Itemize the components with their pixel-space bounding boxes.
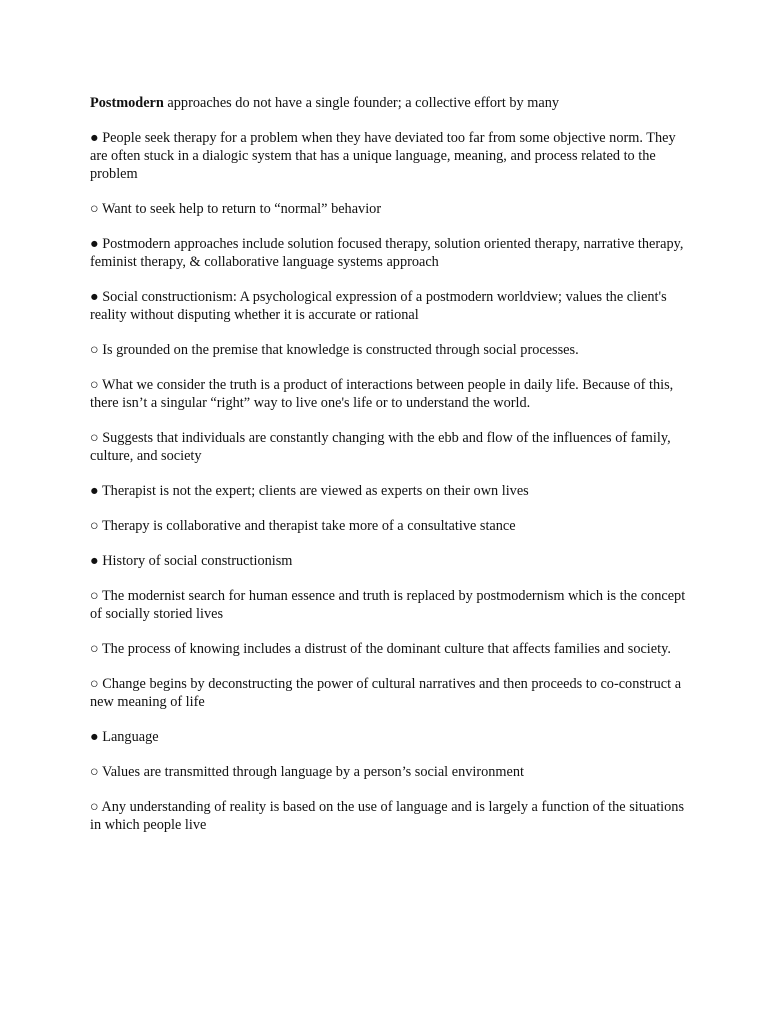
sub-bullet-paragraph: ○ Therapy is collaborative and therapist take more of a consultative stance [90, 518, 516, 534]
bullet-paragraph: ● Language [90, 729, 159, 745]
sub-bullet-paragraph: ○ Values are transmitted through language by a person’s social environment [90, 764, 524, 780]
sub-bullet-paragraph: ○ Want to seek help to return to “normal” behavior [90, 201, 382, 217]
document-body [90, 94, 690, 851]
intro-paragraph [90, 94, 690, 112]
sub-bullet-paragraph: ○ Is grounded on the premise that knowledge is constructed through social processes. [90, 342, 579, 358]
sub-bullet-paragraph: ○ Change begins by deconstructing the power of cultural narratives and then proceeds to co-construct a new meaning of life [90, 676, 682, 710]
sub-bullet-paragraph: ○ The process of knowing includes a distrust of the dominant culture that affects families and society. [90, 641, 671, 657]
intro-bold-term: Postmodern [90, 95, 164, 111]
bullet-paragraph: ● Social constructionism: A psychological expression of a postmodern worldview; values the client's reality without disputing whether it is accurate or rational [90, 289, 667, 323]
intro-text: approaches do not have a single founder; a collective effort by many [163, 95, 559, 111]
sub-bullet-paragraph: ○ Suggests that individuals are constantly changing with the ebb and flow of the influences of family, culture, and society [90, 430, 671, 464]
bullet-paragraph: ● Postmodern approaches include solution focused therapy, solution oriented therapy, narrative therapy, feminist therapy, & collaborative language systems approach [90, 236, 684, 270]
sub-bullet-paragraph: ○ Any understanding of reality is based on the use of language and is largely a function of the situations in which people live [90, 799, 685, 833]
bullet-paragraph: ● People seek therapy for a problem when they have deviated too far from some objective norm. They are often stuck in a dialogic system that has a unique language, meaning, and process related to the problem [90, 130, 676, 182]
sub-bullet-paragraph: ○ The modernist search for human essence and truth is replaced by postmodernism which is the concept of socially storied lives [90, 588, 686, 622]
bullet-paragraph: ● Therapist is not the expert; clients are viewed as experts on their own lives [90, 483, 529, 499]
sub-bullet-paragraph: ○ What we consider the truth is a product of interactions between people in daily life. Because of this, there isn’t a singular “right” way to live one's life or to understand the world. [90, 377, 674, 411]
bullet-paragraph: ● History of social constructionism [90, 553, 293, 569]
